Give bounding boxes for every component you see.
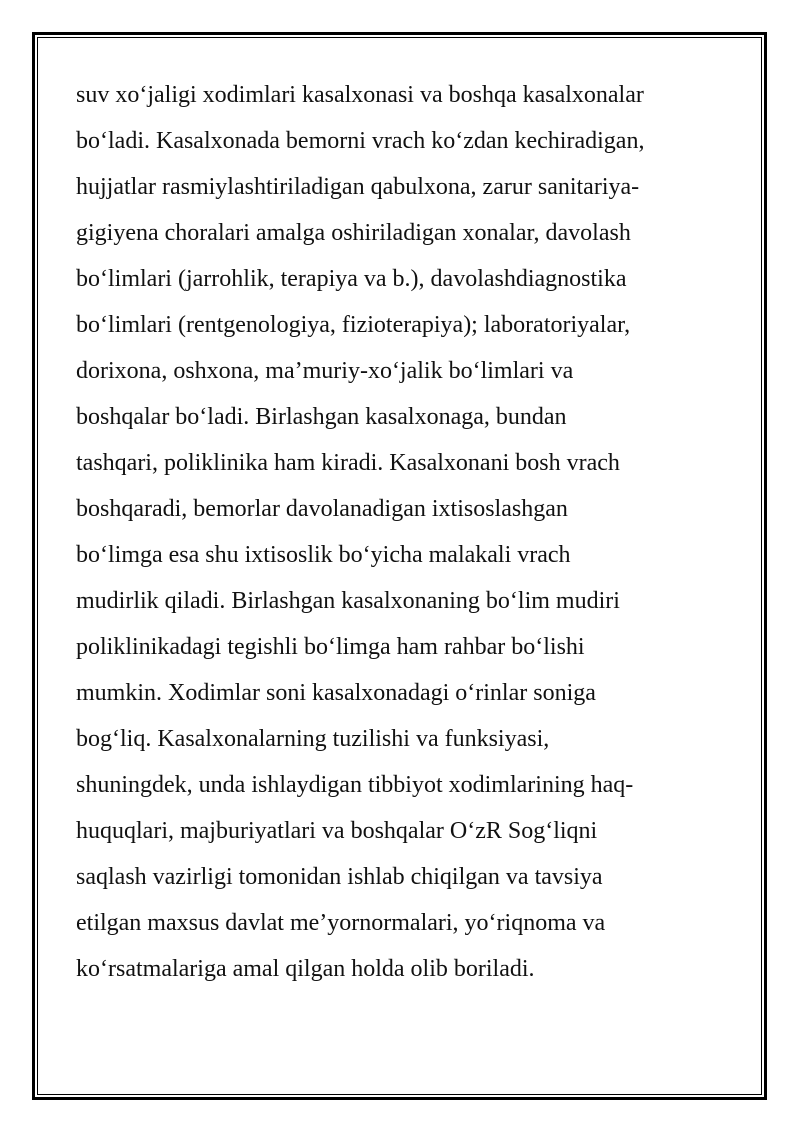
- text-line-19: etilgan maxsus davlat me’yornormalari, yo‘riqnoma va: [76, 910, 606, 936]
- text-line-20: ko‘rsatmalariga amal qilgan holda olib boriladi.: [76, 956, 535, 982]
- text-line-4: gigiyena choralari amalga oshiriladigan xonalar, davolash: [76, 220, 631, 246]
- text-line-7: dorixona, oshxona, ma’muriy-xo‘jalik bo‘limlari va: [76, 358, 574, 384]
- text-line-9: tashqari, poliklinika ham kiradi. Kasalxonani bosh vrach: [76, 450, 620, 476]
- text-line-13: poliklinikadagi tegishli bo‘limga ham rahbar bo‘lishi: [76, 634, 585, 660]
- text-line-2: bo‘ladi. Kasalxonada bemorni vrach ko‘zdan kechiradigan,: [76, 128, 645, 154]
- text-line-5: bo‘limlari (jarrohlik, terapiya va b.), davolashdiagnostika: [76, 266, 627, 292]
- text-line-1: suv xo‘jaligi xodimlari kasalxonasi va boshqa kasalxonalar: [76, 82, 644, 108]
- text-line-18: saqlash vazirligi tomonidan ishlab chiqilgan va tavsiya: [76, 864, 603, 890]
- text-line-17: huquqlari, majburiyatlari va boshqalar O‘zR Sog‘liqni: [76, 818, 598, 844]
- text-line-12: mudirlik qiladi. Birlashgan kasalxonaning bo‘lim mudiri: [76, 588, 620, 614]
- text-line-15: bog‘liq. Kasalxonalarning tuzilishi va funksiyasi,: [76, 726, 550, 752]
- text-line-16: shuningdek, unda ishlaydigan tibbiyot xodimlarining haq-: [76, 772, 634, 798]
- text-line-6: bo‘limlari (rentgenologiya, fizioterapiya); laboratoriyalar,: [76, 312, 631, 338]
- text-line-14: mumkin. Xodimlar soni kasalxonadagi o‘rinlar soniga: [76, 680, 596, 706]
- text-line-11: bo‘limga esa shu ixtisoslik bo‘yicha malakali vrach: [76, 542, 571, 568]
- text-line-3: hujjatlar rasmiylashtiriladigan qabulxona, zarur sanitariya-: [76, 174, 640, 200]
- text-line-8: boshqalar bo‘ladi. Birlashgan kasalxonaga, bundan: [76, 404, 567, 430]
- body-paragraph: [76, 72, 736, 992]
- text-line-10: boshqaradi, bemorlar davolanadigan ixtisoslashgan: [76, 496, 568, 522]
